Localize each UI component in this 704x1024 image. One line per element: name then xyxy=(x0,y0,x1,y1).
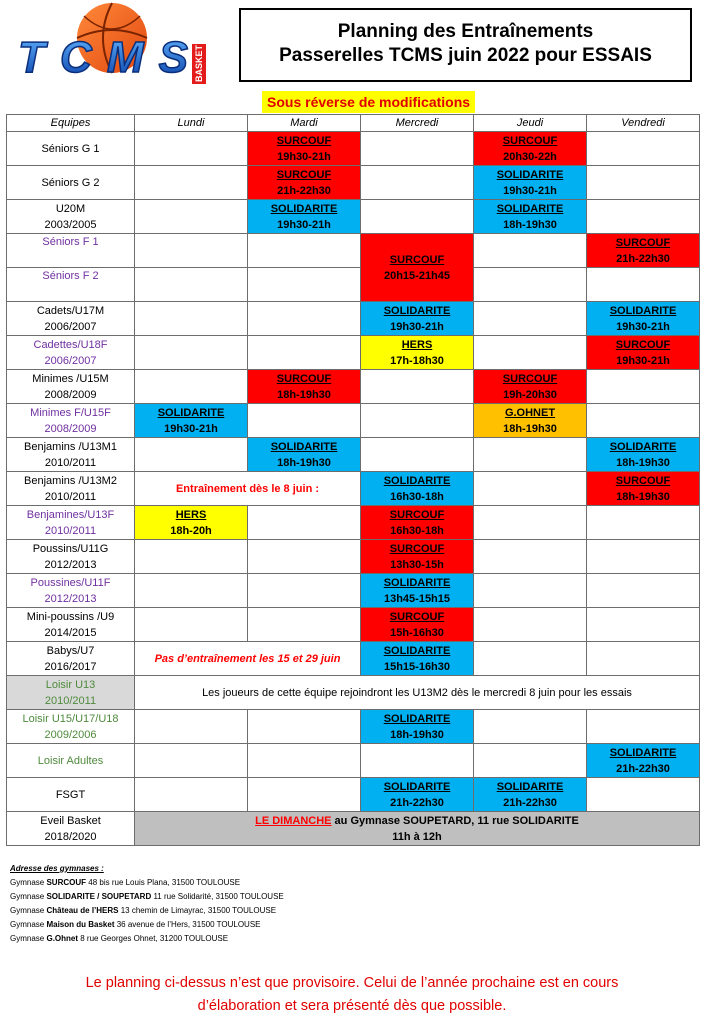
empty-cell xyxy=(474,472,587,506)
slot-cell: HERS 17h-18h30 xyxy=(361,336,474,370)
slot-cell: SOLIDARITE 19h30-21h xyxy=(474,166,587,200)
slot-cell: SOLIDARITE 18h-19h30 xyxy=(361,710,474,744)
address-line: Gymnase Château de l’HERS 13 chemin de Limayrac, 31500 TOULOUSE xyxy=(10,906,277,915)
slot-cell: SURCOUF 21h-22h30 xyxy=(587,234,700,268)
training-schedule-table xyxy=(6,114,700,846)
slot-cell: SURCOUF 20h15-21h45 xyxy=(361,234,474,302)
slot-cell: SURCOUF 19h30-21h xyxy=(248,132,361,166)
team-cell: Babys/U7 2016/2017 xyxy=(7,642,135,676)
team-cell: Cadettes/U18F 2006/2007 xyxy=(7,336,135,370)
empty-cell xyxy=(248,268,361,302)
empty-cell xyxy=(135,302,248,336)
empty-cell xyxy=(135,234,248,268)
empty-cell xyxy=(135,132,248,166)
empty-cell xyxy=(135,574,248,608)
table-row xyxy=(7,234,700,268)
empty-cell xyxy=(361,438,474,472)
slot-cell: SURCOUF 21h-22h30 xyxy=(248,166,361,200)
babys-no-training-note: Pas d’entraînement les 15 et 29 juin xyxy=(135,642,361,676)
empty-cell xyxy=(474,268,587,302)
empty-cell xyxy=(135,710,248,744)
empty-cell xyxy=(135,438,248,472)
slot-cell: SOLIDARITE 18h-19h30 xyxy=(248,438,361,472)
table-row xyxy=(7,608,700,642)
empty-cell xyxy=(135,370,248,404)
team-cell: Poussins/U11G 2012/2013 xyxy=(7,540,135,574)
svg-text:BASKET: BASKET xyxy=(194,44,204,82)
team-cell: Séniors F 2 xyxy=(7,268,135,302)
subtitle-banner: Sous réverse de modifications xyxy=(262,91,475,113)
u13m2-start-note: Entraînement dès le 8 juin : xyxy=(135,472,361,506)
team-cell: Mini-poussins /U9 2014/2015 xyxy=(7,608,135,642)
empty-cell xyxy=(361,166,474,200)
empty-cell xyxy=(587,200,700,234)
team-cell: Cadets/U17M 2006/2007 xyxy=(7,302,135,336)
empty-cell xyxy=(135,200,248,234)
slot-cell: SURCOUF 18h-19h30 xyxy=(248,370,361,404)
address-line: Gymnase SURCOUF 48 bis rue Louis Plana, 31500 TOULOUSE xyxy=(10,878,241,887)
empty-cell xyxy=(587,574,700,608)
team-cell: Loisir U13 2010/2011 xyxy=(7,676,135,710)
table-row xyxy=(7,540,700,574)
empty-cell xyxy=(135,336,248,370)
team-cell: Séniors F 1 xyxy=(7,234,135,268)
empty-cell xyxy=(361,132,474,166)
loisir-u13-note: Les joueurs de cette équipe rejoindront les U13M2 dès le mercredi 8 juin pour les essais xyxy=(135,676,700,710)
document-title xyxy=(239,8,692,82)
empty-cell xyxy=(361,404,474,438)
empty-cell xyxy=(587,608,700,642)
team-cell: Minimes /U15M 2008/2009 xyxy=(7,370,135,404)
team-cell: Loisir U15/U17/U18 2009/2006 xyxy=(7,710,135,744)
header-vendredi: Vendredi xyxy=(587,115,700,132)
slot-cell: SOLIDARITE 19h30-21h xyxy=(135,404,248,438)
team-cell: U20M 2003/2005 xyxy=(7,200,135,234)
slot-cell: HERS 18h-20h xyxy=(135,506,248,540)
tcms-basket-logo xyxy=(14,2,210,88)
table-row xyxy=(7,268,700,302)
empty-cell xyxy=(587,132,700,166)
empty-cell xyxy=(587,540,700,574)
empty-cell xyxy=(248,540,361,574)
table-row xyxy=(7,472,700,506)
empty-cell xyxy=(587,370,700,404)
header-mardi: Mardi xyxy=(248,115,361,132)
team-cell: Minimes F/U15F 2008/2009 xyxy=(7,404,135,438)
slot-cell: SURCOUF 15h-16h30 xyxy=(361,608,474,642)
empty-cell xyxy=(361,744,474,778)
slot-cell: SURCOUF 13h30-15h xyxy=(361,540,474,574)
table-row xyxy=(7,166,700,200)
slot-cell: SOLIDARITE 19h30-21h xyxy=(248,200,361,234)
empty-cell xyxy=(474,710,587,744)
slot-cell: SURCOUF 16h30-18h xyxy=(361,506,474,540)
slot-cell: SOLIDARITE 21h-22h30 xyxy=(361,778,474,812)
title-line-1: Planning des Entraînements xyxy=(337,21,594,42)
empty-cell xyxy=(248,744,361,778)
empty-cell xyxy=(587,506,700,540)
team-cell: Séniors G 1 xyxy=(7,132,135,166)
slot-cell: SOLIDARITE 21h-22h30 xyxy=(474,778,587,812)
empty-cell xyxy=(248,404,361,438)
empty-cell xyxy=(135,268,248,302)
empty-cell xyxy=(474,302,587,336)
empty-cell xyxy=(474,608,587,642)
empty-cell xyxy=(248,302,361,336)
table-row xyxy=(7,744,700,778)
header-row xyxy=(7,115,700,132)
address-line: Gymnase SOLIDARITE / SOUPETARD 11 rue Solidarité, 31500 TOULOUSE xyxy=(10,892,284,901)
empty-cell xyxy=(587,642,700,676)
table-row xyxy=(7,336,700,370)
empty-cell xyxy=(135,540,248,574)
table-row xyxy=(7,642,700,676)
empty-cell xyxy=(587,778,700,812)
empty-cell xyxy=(135,744,248,778)
team-cell: Benjamins /U13M2 2010/2011 xyxy=(7,472,135,506)
slot-cell: SOLIDARITE 18h-19h30 xyxy=(587,438,700,472)
table-row xyxy=(7,370,700,404)
addresses-header: Adresse des gymnases : xyxy=(10,864,104,873)
header-jeudi: Jeudi xyxy=(474,115,587,132)
table-row xyxy=(7,676,700,710)
header-equipes: Equipes xyxy=(7,115,135,132)
empty-cell xyxy=(248,234,361,268)
slot-cell: SOLIDARITE 21h-22h30 xyxy=(587,744,700,778)
slot-cell: SOLIDARITE 18h-19h30 xyxy=(474,200,587,234)
table-row xyxy=(7,438,700,472)
empty-cell xyxy=(587,268,700,302)
slot-cell: SOLIDARITE 13h45-15h15 xyxy=(361,574,474,608)
empty-cell xyxy=(474,574,587,608)
empty-cell xyxy=(361,370,474,404)
team-cell: Séniors G 2 xyxy=(7,166,135,200)
team-cell: Benjamines/U13F 2010/2011 xyxy=(7,506,135,540)
slot-cell: G.OHNET 18h-19h30 xyxy=(474,404,587,438)
svg-text:TCMS: TCMS xyxy=(18,33,188,82)
slot-cell: SOLIDARITE 19h30-21h xyxy=(361,302,474,336)
address-line: Gymnase G.Ohnet 8 rue Georges Ohnet, 31200 TOULOUSE xyxy=(10,934,229,943)
team-cell: Poussines/U11F 2012/2013 xyxy=(7,574,135,608)
table-row xyxy=(7,200,700,234)
slot-cell: SURCOUF 19h30-21h xyxy=(587,336,700,370)
title-line-2: Passerelles TCMS juin 2022 pour ESSAIS xyxy=(279,45,652,66)
provisional-footer-note: Le planning ci-dessus n’est que provisoire. Celui de l’année prochaine est en cours d’élaboration et sera présenté dès que possible. xyxy=(85,975,619,1014)
empty-cell xyxy=(474,234,587,268)
slot-cell: SOLIDARITE 19h30-21h xyxy=(587,302,700,336)
empty-cell xyxy=(474,438,587,472)
table-row xyxy=(7,812,700,846)
table-row xyxy=(7,506,700,540)
slot-cell: SOLIDARITE 16h30-18h xyxy=(361,472,474,506)
empty-cell xyxy=(248,336,361,370)
empty-cell xyxy=(587,166,700,200)
empty-cell xyxy=(248,778,361,812)
empty-cell xyxy=(248,710,361,744)
address-line: Gymnase Maison du Basket 36 avenue de l’Hers, 31500 TOULOUSE xyxy=(10,920,261,929)
table-row xyxy=(7,710,700,744)
empty-cell xyxy=(474,506,587,540)
eveil-sunday-slot: LE DIMANCHE au Gymnase SOUPETARD, 11 rue SOLIDARITE 11h à 12h xyxy=(135,812,700,846)
empty-cell xyxy=(587,404,700,438)
empty-cell xyxy=(474,744,587,778)
slot-cell: SURCOUF 19h-20h30 xyxy=(474,370,587,404)
table-row xyxy=(7,132,700,166)
header-mercredi: Mercredi xyxy=(361,115,474,132)
slot-cell: SURCOUF 18h-19h30 xyxy=(587,472,700,506)
table-row xyxy=(7,302,700,336)
table-row xyxy=(7,574,700,608)
empty-cell xyxy=(248,574,361,608)
team-cell: Loisir Adultes xyxy=(7,744,135,778)
team-cell: Eveil Basket 2018/2020 xyxy=(7,812,135,846)
table-row xyxy=(7,778,700,812)
empty-cell xyxy=(248,506,361,540)
empty-cell xyxy=(587,710,700,744)
gym-addresses xyxy=(10,862,284,946)
empty-cell xyxy=(474,336,587,370)
empty-cell xyxy=(361,200,474,234)
slot-cell: SURCOUF 20h30-22h xyxy=(474,132,587,166)
header-lundi: Lundi xyxy=(135,115,248,132)
empty-cell xyxy=(135,608,248,642)
empty-cell xyxy=(135,778,248,812)
empty-cell xyxy=(474,642,587,676)
slot-cell: SOLIDARITE 15h15-16h30 xyxy=(361,642,474,676)
empty-cell xyxy=(135,166,248,200)
empty-cell xyxy=(474,540,587,574)
table-row xyxy=(7,404,700,438)
empty-cell xyxy=(248,608,361,642)
team-cell: Benjamins /U13M1 2010/2011 xyxy=(7,438,135,472)
team-cell: FSGT xyxy=(7,778,135,812)
